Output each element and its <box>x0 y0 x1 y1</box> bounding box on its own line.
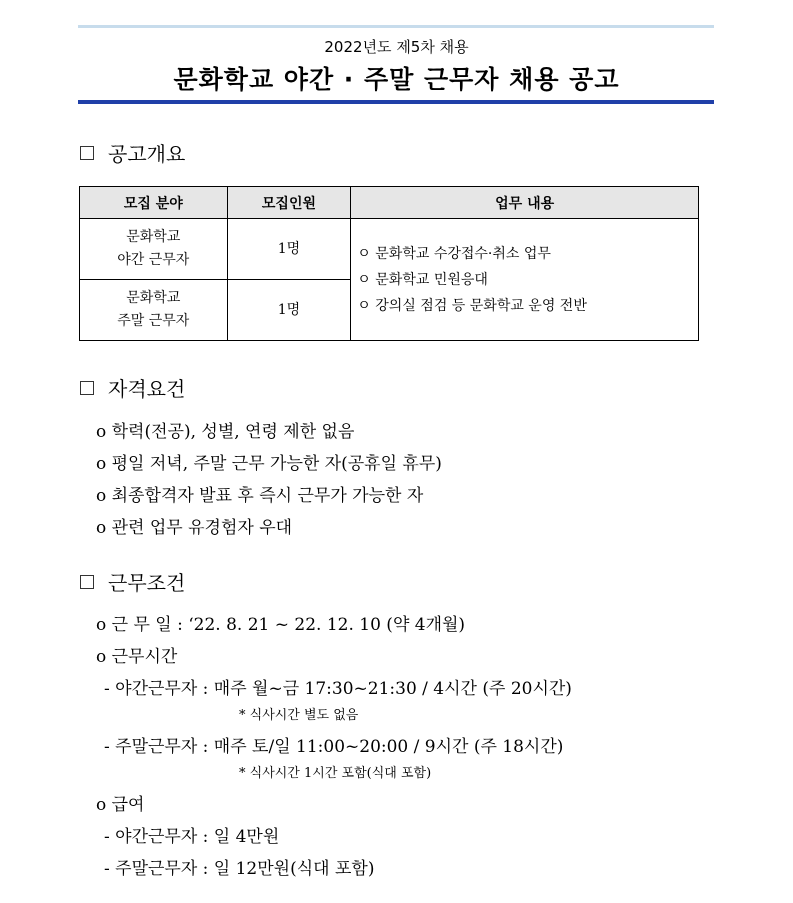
top-divider <box>78 25 714 28</box>
duty-item: ㅇ 문화학교 수강접수·취소 업무 <box>357 245 551 262</box>
conditions-list <box>96 609 572 885</box>
list-item: o 관련 업무 유경험자 우대 <box>96 518 293 538</box>
weekend-hours: - 주말근무자 : 매주 토/일 11:00~20:00 / 9시간 (주 18시간) <box>104 737 564 757</box>
square-bullet-icon <box>80 146 94 160</box>
table-header-count: 모집인원 <box>227 187 351 219</box>
work-period: o 근 무 일 : ‘22. 8. 21 ~ 22. 12. 10 (약 4개월) <box>96 615 466 635</box>
duty-item: ㅇ 강의실 점검 등 문화학교 운영 전반 <box>357 297 587 314</box>
pay-heading: o 급여 <box>96 795 145 815</box>
section-conditions <box>80 567 185 596</box>
section-conditions-heading: 근무조건 <box>108 571 186 595</box>
duty-item: ㅇ 문화학교 민원응대 <box>357 271 488 288</box>
notice-title: 문화학교 야간 · 주말 근무자 채용 공고 <box>173 65 620 94</box>
table-cell-count: 1명 <box>227 280 351 341</box>
weekend-note: * 식사시간 1시간 포함(식대 포함) <box>239 766 432 781</box>
field-line: 야간 근무자 <box>117 252 190 268</box>
table-row <box>80 219 699 280</box>
weekend-pay: - 주말근무자 : 일 12만원(식대 포함) <box>104 859 375 879</box>
list-item: o 최종합격자 발표 후 즉시 근무가 가능한 자 <box>96 486 424 506</box>
table-header-duties: 업무 내용 <box>351 187 699 219</box>
title-underline <box>78 100 714 104</box>
section-overview <box>80 138 185 167</box>
list-item: o 학력(전공), 성별, 연령 제한 없음 <box>96 422 355 442</box>
table-cell-duties <box>351 219 699 341</box>
list-item: o 평일 저녁, 주말 근무 가능한 자(공휴일 휴무) <box>96 454 442 474</box>
table-cell-field <box>80 280 228 341</box>
section-overview-heading: 공고개요 <box>108 142 186 166</box>
table-header-field: 모집 분야 <box>80 187 228 219</box>
square-bullet-icon <box>80 381 94 395</box>
night-hours: - 야간근무자 : 매주 월~금 17:30~21:30 / 4시간 (주 20시간) <box>104 679 572 699</box>
field-line: 주말 근무자 <box>117 313 190 329</box>
section-qualifications-heading: 자격요건 <box>108 377 186 401</box>
table-cell-count: 1명 <box>227 219 351 280</box>
square-bullet-icon <box>80 575 94 589</box>
section-qualifications <box>80 373 185 402</box>
table-cell-field <box>80 219 228 280</box>
field-line: 문화학교 <box>126 229 181 245</box>
table-header-row <box>80 187 699 219</box>
qualifications-list <box>96 416 442 544</box>
notice-subtitle: 2022년도 제5차 채용 <box>324 38 469 56</box>
night-pay: - 야간근무자 : 일 4만원 <box>104 827 280 847</box>
recruitment-table <box>79 186 699 341</box>
field-line: 문화학교 <box>126 290 181 306</box>
night-note: * 식사시간 별도 없음 <box>239 708 359 723</box>
work-hours-heading: o 근무시간 <box>96 647 178 667</box>
